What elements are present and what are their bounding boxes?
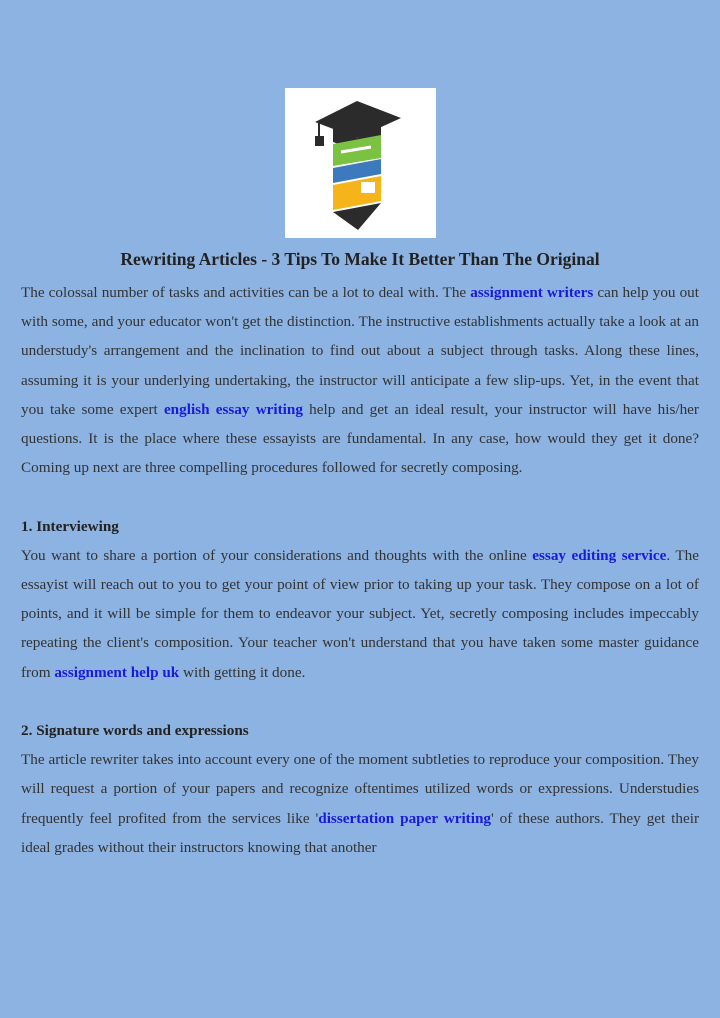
section2-paragraph [21, 745, 699, 862]
section-heading-interviewing: 1. Interviewing [21, 517, 119, 535]
intro-paragraph [21, 278, 699, 482]
section2-text-1: The article rewriter takes into account every one of the moment subtleties to reproduce your composition. They will request a portion of your papers and recognize oftentimes utilized words or expressions. Understudies frequently feel profited from the services like ' [21, 751, 699, 827]
link-assignment-help-uk[interactable]: assignment help uk [54, 663, 180, 681]
logo [285, 88, 436, 238]
section1-text-2: . The essayist will reach out to you to get your point of view prior to taking up your task. They compose on a lot of points, and it will be simple for them to endeavor your subject. Yet, secretly composing includes impeccably repeating the client's composition. Your teacher won't understand that you have taken some master guidance from [21, 546, 700, 681]
link-english-essay-writing[interactable]: english essay writing [163, 400, 303, 418]
intro-text-1: The colossal number of tasks and activities can be a lot to deal with. The [21, 284, 471, 301]
link-dissertation-paper-writing[interactable]: dissertation paper writing [318, 809, 492, 827]
intro-text-3: help and get an ideal result, your instructor will have his/her questions. It is the place where these essayists are fundamental. In any case, how would they get it done? Coming up next are three compelling procedures followed for secretly composing. [21, 400, 699, 477]
section1-text-3: with getting it done. [179, 663, 306, 681]
link-assignment-writers[interactable]: assignment writers [470, 284, 594, 301]
link-essay-editing-service[interactable]: essay editing service [532, 546, 667, 564]
article-body [21, 278, 699, 862]
section2-text-2: ' of these authors. They get their ideal grades without their instructors knowing that another [21, 809, 700, 856]
section1-paragraph [21, 541, 699, 687]
graduation-pencil-logo-icon [285, 88, 436, 238]
page-title: Rewriting Articles - 3 Tips To Make It Better Than The Original [120, 249, 600, 269]
section1-text-1: You want to share a portion of your considerations and thoughts with the online [21, 546, 533, 564]
intro-text-2: can help you out with some, and your educator won't get the distinction. The instructive establishments actually take a look at an understudy's arrangement and the inclination to find out about a subject through tasks. Along these lines, assuming it is your underlying undertaking, the instructor will anticipate a few slip-ups. Yet, in the event that you take some expert [21, 284, 699, 418]
section-heading-signature-words: 2. Signature words and expressions [21, 722, 249, 740]
